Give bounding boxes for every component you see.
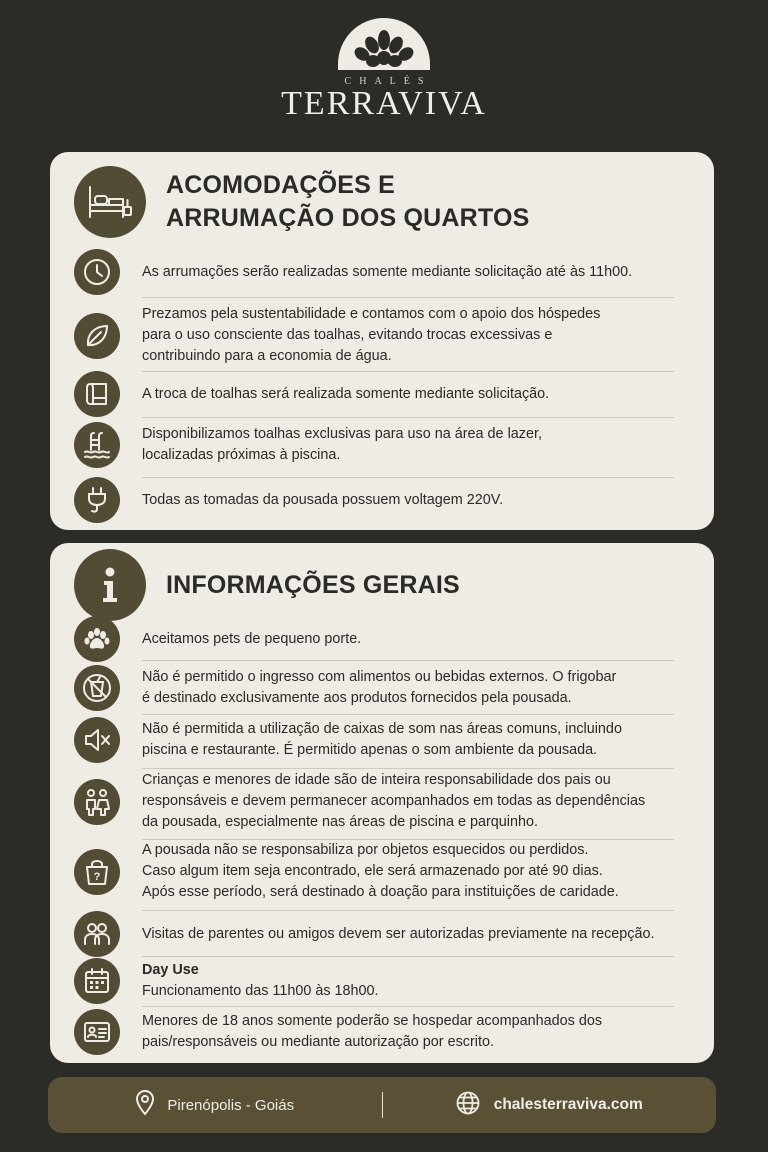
item-text: Todas as tomadas da pousada possuem voltagem 220V. bbox=[142, 491, 504, 508]
item-text: A troca de toalhas será realizada somente mediante solicitação. bbox=[142, 385, 550, 402]
mute-speaker-icon bbox=[74, 717, 120, 763]
item-text: Não é permitida a utilização de caixas de som nas áreas comuns, incluindo piscina e restaurante. É permitido apenas o som ambiente da pousada. bbox=[142, 721, 622, 758]
item-text: Prezamos pela sustentabilidade e contamos com o apoio dos hóspedes para o uso consciente das toalhas, evitando trocas excessivas e contribuindo para a economia de água. bbox=[142, 306, 601, 364]
divider bbox=[142, 714, 674, 715]
list-item bbox=[74, 249, 674, 295]
paw-icon bbox=[74, 616, 120, 662]
item-text: As arrumações serão realizadas somente mediante solicitação até às 11h00. bbox=[142, 263, 633, 280]
list-item bbox=[74, 304, 674, 367]
divider bbox=[142, 660, 674, 661]
item-text: Disponibilizamos toalhas exclusivas para uso na área de lazer, localizadas próximas à piscina. bbox=[142, 426, 542, 463]
visitors-icon bbox=[74, 911, 120, 957]
map-pin-icon bbox=[135, 1090, 155, 1121]
section-header bbox=[74, 549, 460, 621]
section-title: ACOMODAÇÕES E ARRUMAÇÃO DOS QUARTOS bbox=[166, 171, 530, 232]
accommodation-card bbox=[50, 152, 714, 530]
item-text: Crianças e menores de idade são de inteira responsabilidade dos pais ou responsáveis e devem permanecer acompanhados em todas as dependências da pousada, especialmente nas áreas de piscina e parquinho. bbox=[142, 772, 646, 830]
section-title: INFORMAÇÕES GERAIS bbox=[166, 570, 460, 599]
general-info-card bbox=[50, 543, 714, 1063]
logo bbox=[0, 18, 768, 121]
list-item bbox=[74, 1009, 674, 1055]
bed-icon bbox=[74, 166, 146, 238]
list-item bbox=[74, 840, 674, 903]
list-item bbox=[74, 911, 674, 957]
list-item bbox=[74, 477, 674, 523]
divider bbox=[142, 956, 674, 957]
globe-icon bbox=[456, 1091, 480, 1120]
location bbox=[48, 1090, 382, 1121]
item-text: A pousada não se responsabiliza por objetos esquecidos ou perdidos. Caso algum item seja encontrado, ele será armazenado por até 90 dias. Após esse período, será destinado à doação para instituições de caridade. bbox=[142, 842, 619, 900]
list-item bbox=[74, 958, 674, 1004]
divider bbox=[142, 1006, 674, 1007]
item-text: Menores de 18 anos somente poderão se hospedar acompanhados dos pais/responsáveis ou mediante autorização por escrito. bbox=[142, 1013, 603, 1050]
lotus-icon bbox=[338, 18, 430, 70]
brand-name: TERRAVIVA bbox=[281, 85, 487, 122]
id-card-icon bbox=[74, 1009, 120, 1055]
info-icon bbox=[74, 549, 146, 621]
list-item bbox=[74, 717, 674, 763]
no-food-icon bbox=[74, 665, 120, 711]
clock-icon bbox=[74, 249, 120, 295]
list-item bbox=[74, 616, 674, 662]
item-text: Visitas de parentes ou amigos devem ser autorizadas previamente na recepção. bbox=[142, 925, 655, 942]
towel-icon bbox=[74, 371, 120, 417]
brand-subtitle: CHALÉS bbox=[344, 76, 432, 87]
footer bbox=[48, 1077, 716, 1133]
lost-bag-icon bbox=[74, 849, 120, 895]
section-header bbox=[74, 166, 529, 238]
plug-icon bbox=[74, 477, 120, 523]
list-item bbox=[74, 371, 674, 417]
website bbox=[383, 1091, 717, 1120]
divider bbox=[142, 417, 674, 418]
calendar-icon bbox=[74, 958, 120, 1004]
divider bbox=[142, 768, 674, 769]
item-text: Aceitamos pets de pequeno porte. bbox=[142, 630, 362, 647]
list-item bbox=[74, 422, 674, 468]
item-text: Não é permitido o ingresso com alimentos ou bebidas externos. O frigobar é destinado exclusivamente aos produtos fornecidos pela pousada. bbox=[142, 669, 617, 706]
day-use-heading: Day Use bbox=[142, 962, 199, 978]
svg-text:?: ? bbox=[93, 870, 101, 883]
leaf-icon bbox=[74, 313, 120, 359]
website-link[interactable]: chalesterraviva.com bbox=[493, 1096, 643, 1113]
divider bbox=[142, 297, 674, 298]
list-item bbox=[74, 665, 674, 711]
item-text: Day Use Funcionamento das 11h00 às 18h00. bbox=[142, 960, 674, 1002]
family-icon bbox=[74, 779, 120, 825]
pool-icon bbox=[74, 422, 120, 468]
location-text: Pirenópolis - Goiás bbox=[167, 1096, 295, 1114]
list-item bbox=[74, 770, 674, 833]
